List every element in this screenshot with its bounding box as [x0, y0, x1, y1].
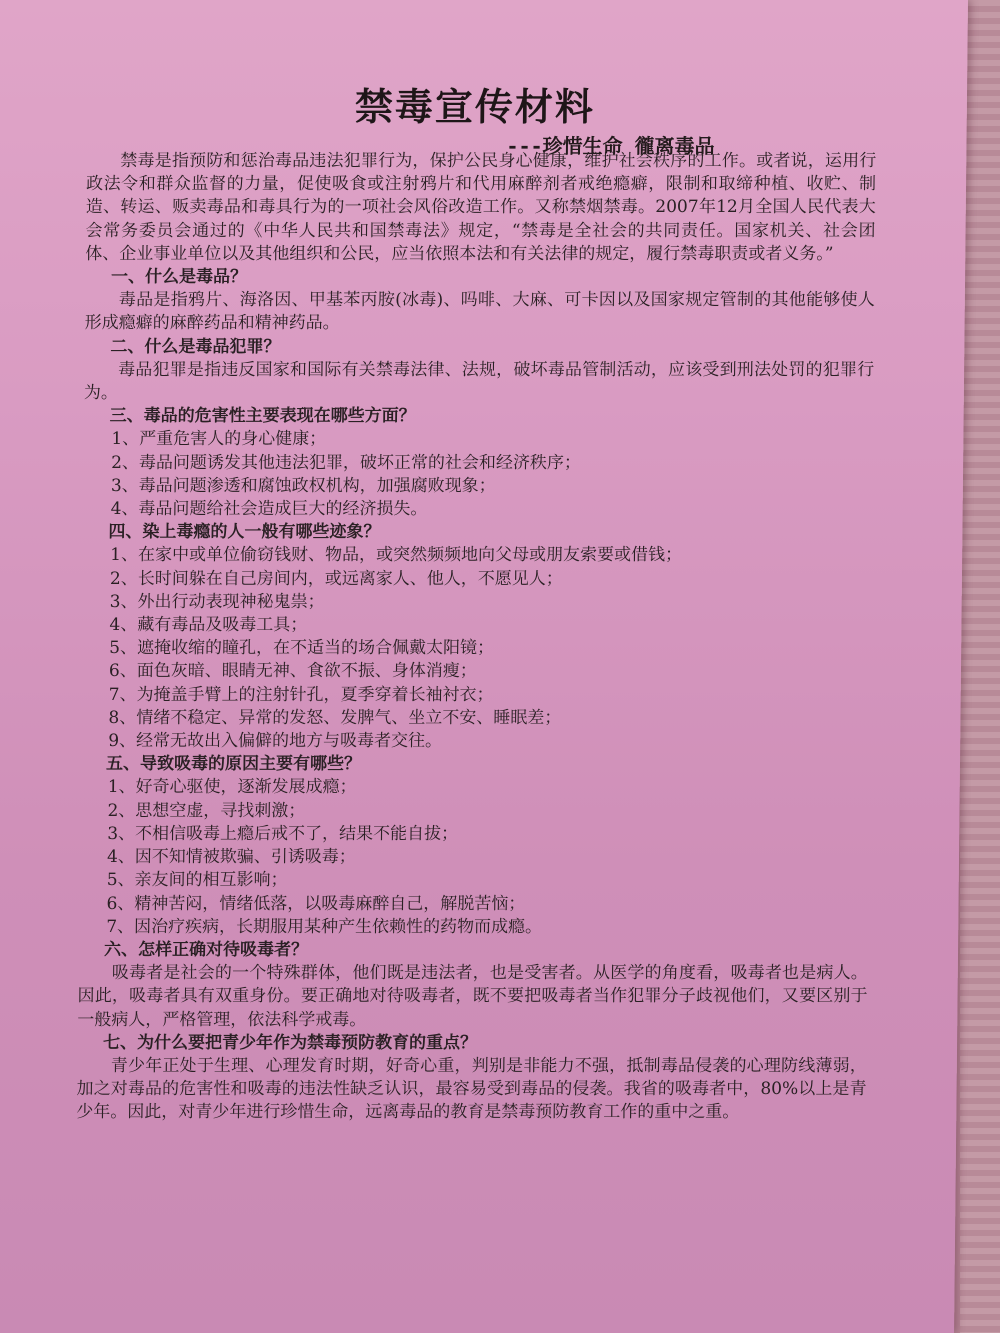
section-5-heading: 五、导致吸毒的原因主要有哪些？	[105, 754, 362, 775]
list-item: 5、亲友间的相互影响；	[106, 870, 288, 891]
list-item: 2、毒品问题诱发其他违法犯罪，破坏正常的社会和经济秩序；	[111, 452, 582, 473]
list-item: 1、好奇心驱使，逐渐发展成瘾；	[107, 777, 357, 798]
list-item: 4、藏有毒品及吸毒工具；	[109, 615, 308, 636]
section-1-heading: 一、什么是毒品？	[110, 267, 248, 288]
list-item: 3、不相信吸毒上瘾后戒不了，结果不能自拔；	[107, 823, 459, 844]
section-6-body: 吸毒者是社会的一个特殊群体，他们既是违法者，也是受害者。从医学的角度看，吸毒者也是病人。因此，吸毒者具有双重身份。要正确地对待吸毒者，既不要把吸毒者当作犯罪分子歧视他们，又要区别于一般病人，严格管理，依法科学戒毒。	[77, 963, 868, 1030]
section-7-heading: 七、为什么要把青少年作为禁毒预防教育的重点？	[102, 1032, 478, 1053]
list-item: 5、遮掩收缩的瞳孔，在不适当的场合佩戴太阳镜；	[109, 638, 495, 659]
list-item: 2、思想空虚，寻找刺激；	[107, 800, 306, 821]
list-item: 8、情绪不稳定、异常的发怒、发脾气、坐立不安、睡眠差；	[108, 707, 562, 728]
section-3-heading: 三、毒品的危害性主要表现在哪些方面？	[109, 406, 416, 427]
section-4-heading: 四、染上毒瘾的人一般有哪些迹象？	[108, 522, 381, 543]
section-6-heading: 六、怎样正确对待吸毒者？	[103, 939, 309, 960]
section-7-body: 青少年正处于生理、心理发育时期，好奇心重，判别是非能力不强，抵制毒品侵袭的心理防线薄弱，加之对毒品的危害性和吸毒的违法性缺乏认识，最容易受到毒品的侵袭。我省的吸毒者中，80%以上是青少年。因此，对青少年进行珍惜生命，远离毒品的教育是禁毒预防教育工作的重中之重。	[76, 1055, 867, 1123]
section-1-body: 毒品是指鸦片、海洛因、甲基苯丙胺(冰毒)、吗啡、大麻、可卡因以及国家规定管制的其他能够使人形成瘾癖的麻醉药品和精神药品。	[84, 290, 875, 334]
document-title: 禁毒宣传材料	[354, 85, 596, 129]
document-subtitle: ---珍惜生命 徿离毒品	[506, 134, 715, 158]
list-item: 1、在家中或单位偷窃钱财、物品，或突然频频地向父母或朋友索要或借钱；	[110, 545, 683, 566]
list-item: 4、因不知情被欺骗、引诱吸毒；	[106, 847, 356, 868]
list-item: 6、精神苦闷，情绪低落，以吸毒麻醉自己，解脱苦恼；	[106, 893, 526, 914]
document-body	[76, 150, 876, 1125]
intro-paragraph: 禁毒是指预防和惩治毒品违法犯罪行为，保护公民身心健康，维护社会秩序的工作。或者说，运用行政法令和群众监督的力量，促使吸食或注射鸦片和代用麻醉剂者戒绝瘾癖，限制和取缔种植、收贮、制造、转运、贩卖毒品和毒具行为的一项社会风俗改造工作。又称禁烟禁毒。2007年12月全国人民代表大会常务委员会通过的《中华人民共和国禁毒法》规定，“禁毒是全社会的共同责任。国家机关、社会团体、企业事业单位以及其他组织和公民，应当依照本法和有关法律的规定，履行禁毒职责或者义务。”	[85, 151, 877, 264]
section-2-heading: 二、什么是毒品犯罪？	[110, 336, 281, 357]
list-item: 9、经常无故出入偏僻的地方与吸毒者交往。	[108, 731, 443, 752]
list-item: 7、为掩盖手臂上的注射针孔，夏季穿着长袖衬衣；	[108, 684, 494, 705]
list-item: 7、因治疗疾病，长期服用某种产生依赖性的药物而成瘾。	[106, 916, 543, 937]
list-item: 4、毒品问题给社会造成巨大的经济损失。	[110, 499, 428, 520]
background-fabric	[960, 0, 1000, 1333]
list-item: 6、面色灰暗、眼睛无神、食欲不振、身体消瘦；	[108, 661, 477, 682]
list-item: 2、长时间躲在自己房间内，或远离家人、他人，不愿见人；	[109, 568, 563, 589]
list-item: 3、外出行动表现神秘鬼祟；	[109, 591, 325, 612]
list-item: 1、严重危害人的身心健康；	[111, 429, 327, 450]
list-item: 3、毒品问题渗透和腐蚀政权机构，加强腐败现象；	[110, 475, 496, 496]
section-2-body: 毒品犯罪是指违反国家和国际有关禁毒法律、法规，破坏毒品管制活动，应该受到刑法处罚的犯罪行为。	[83, 359, 875, 404]
